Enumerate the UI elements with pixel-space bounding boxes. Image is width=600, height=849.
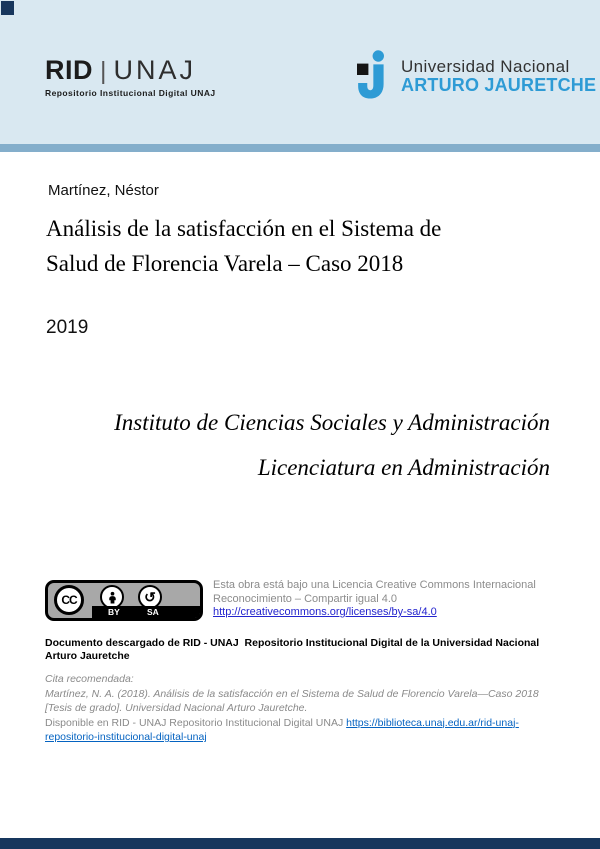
license-line2: Reconocimiento – Compartir igual 4.0 — [213, 592, 398, 605]
document-title-line2: Salud de Florencia Varela – Caso 2018 — [46, 251, 404, 276]
cc-sa-label: SA — [147, 607, 159, 617]
publication-year: 2019 — [46, 317, 89, 338]
license-link[interactable]: http://creativecommons.org/licenses/by-sa/4.0 — [213, 606, 437, 618]
author-name: Martínez, Néstor — [48, 182, 159, 199]
unaj-j-monogram-icon — [357, 48, 395, 102]
cc-by-label: BY — [108, 607, 120, 617]
cc-sa-arrow-icon: ↺ — [138, 585, 162, 609]
citation-availability — [45, 716, 557, 745]
corner-decoration-square — [1, 1, 14, 15]
header-band-strip — [0, 144, 600, 152]
footer-bar — [0, 838, 600, 849]
unaj-university-logo — [357, 46, 596, 102]
download-note: Documento descargado de RID - UNAJ Repositorio Institucional Digital de la Universidad Nacional Arturo Jauretche — [45, 637, 542, 662]
citation-label: Cita recomendada: — [45, 673, 134, 685]
citation-availability-prefix: Disponible en RID - UNAJ Repositorio Institucional Digital UNAJ — [45, 716, 347, 729]
rid-logo-text: RID — [45, 55, 93, 85]
citation-block — [45, 672, 557, 745]
affiliation-block — [114, 410, 550, 481]
cc-icon: CC — [54, 585, 84, 615]
degree-name: Licenciatura en Administración — [257, 455, 550, 480]
unaj-logo-line2: ARTURO JAURETCHE — [401, 75, 597, 95]
rid-unaj-logo — [45, 56, 216, 98]
citation-repository-link[interactable]: https://biblioteca.unaj.edu.ar/rid-unaj-repositorio-institucional-digital-unaj — [45, 716, 519, 743]
rid-logo-unaj-text: UNAJ — [113, 55, 197, 85]
citation-text: Martínez, N. A. (2018). Análisis de la satisfacción en el Sistema de Salud de Florencio Varela—Caso 2018 [Tesis de grado]. Universidad Nacional Arturo Jauretche. — [45, 687, 539, 714]
cc-badge-label-strip — [92, 606, 200, 618]
unaj-logo-line1: Universidad Nacional — [401, 57, 570, 76]
license-line1: Esta obra está bajo una Licencia Creative Commons Internacional — [213, 579, 536, 591]
document-title — [46, 211, 566, 281]
rid-logo-divider: | — [100, 57, 107, 85]
document-title-line1: Análisis de la satisfacción en el Sistema de — [46, 216, 442, 241]
unaj-logo-text — [401, 58, 596, 102]
creative-commons-badge — [45, 580, 203, 621]
rid-unaj-logo-wordmark — [45, 56, 216, 85]
license-text-block — [213, 579, 536, 620]
rid-logo-subtitle: Repositorio Institucional Digital UNAJ — [45, 88, 216, 98]
institute-name: Instituto de Ciencias Sociales y Administración — [114, 410, 550, 435]
